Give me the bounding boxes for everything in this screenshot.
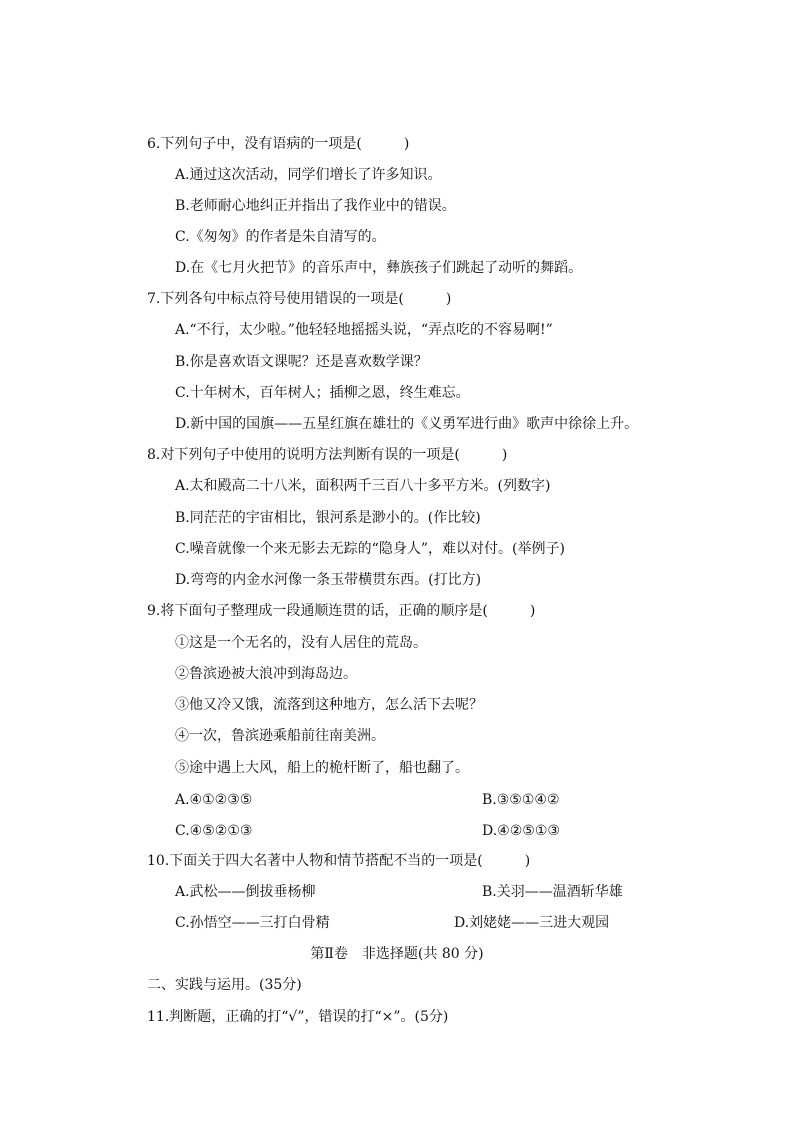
question-6-stem: 6.下列句子中，没有语病的一项是( ) <box>147 136 410 152</box>
part-2-heading: 第Ⅱ卷 非选择题(共 80 分) <box>310 946 484 962</box>
question-11-stem: 11.判断题，正确的打“√”，错误的打“×”。(5分) <box>147 1009 449 1025</box>
question-7-stem: 7.下列各句中标点符号使用错误的一项是( ) <box>147 291 452 307</box>
question-10-option-a: A.武松——倒拔垂杨柳 <box>175 884 316 900</box>
question-7-option-a: A.“不行，太少啦。”他轻轻地摇摇头说，“弄点吃的不容易啊!” <box>175 322 553 338</box>
question-8-option-d: D.弯弯的内金水河像一条玉带横贯东西。(打比方) <box>175 572 482 588</box>
question-9-option-c: C.④⑤②①③ <box>175 823 253 839</box>
section-2-title: 二、实践与运用。(35分) <box>147 977 302 993</box>
question-9-option-b: B.③⑤①④② <box>482 792 560 808</box>
question-8-option-b: B.同茫茫的宇宙相比，银河系是渺小的。(作比较) <box>175 510 481 526</box>
question-9-stem: 9.将下面句子整理成一段通顺连贯的话，正确的顺序是( ) <box>147 603 536 619</box>
question-9-option-d: D.④②⑤①③ <box>482 823 560 839</box>
question-7-option-b: B.你是喜欢语文课呢？还是喜欢数学课？ <box>175 354 428 370</box>
question-9-sentence-2: ②鲁滨逊被大浪冲到海岛边。 <box>175 666 357 682</box>
question-6-option-d: D.在《七月火把节》的音乐声中，彝族孩子们跳起了动听的舞蹈。 <box>175 260 583 276</box>
question-10-option-d: D.刘姥姥——三进大观园 <box>454 915 610 931</box>
question-9-option-a: A.④①②③⑤ <box>175 792 253 808</box>
question-9-sentence-1: ①这是一个无名的，没有人居住的荒岛。 <box>175 635 427 651</box>
question-7-option-c: C.十年树木，百年树人；插柳之恩，终生难忘。 <box>175 385 470 401</box>
question-8-option-c: C.噪音就像一个来无影去无踪的“隐身人”，难以对付。(举例子) <box>175 541 565 557</box>
question-7-option-d: D.新中国的国旗——五星红旗在雄壮的《义勇军进行曲》歌声中徐徐上升。 <box>175 416 639 432</box>
question-10-option-b: B.关羽——温酒斩华雄 <box>482 884 623 900</box>
question-6-option-c: C.《匆匆》的作者是朱自清写的。 <box>175 229 386 245</box>
question-10-option-c: C.孙悟空——三打白骨精 <box>175 915 330 931</box>
question-9-sentence-3: ③他又冷又饿，流落到这种地方，怎么活下去呢？ <box>175 697 483 713</box>
question-9-sentence-4: ④一次，鲁滨逊乘船前往南美洲。 <box>175 728 385 744</box>
question-8-option-a: A.太和殿高二十八米，面积两千三百八十多平方米。(列数字) <box>175 478 551 494</box>
question-9-sentence-5: ⑤途中遇上大风，船上的桅杆断了，船也翻了。 <box>175 760 469 776</box>
question-6-option-b: B.老师耐心地纠正并指出了我作业中的错误。 <box>175 198 456 214</box>
question-6-option-a: A.通过这次活动，同学们增长了许多知识。 <box>175 167 442 183</box>
question-10-stem: 10.下面关于四大名著中人物和情节搭配不当的一项是( ) <box>147 853 531 869</box>
question-8-stem: 8.对下列句子中使用的说明方法判断有误的一项是( ) <box>147 447 508 463</box>
